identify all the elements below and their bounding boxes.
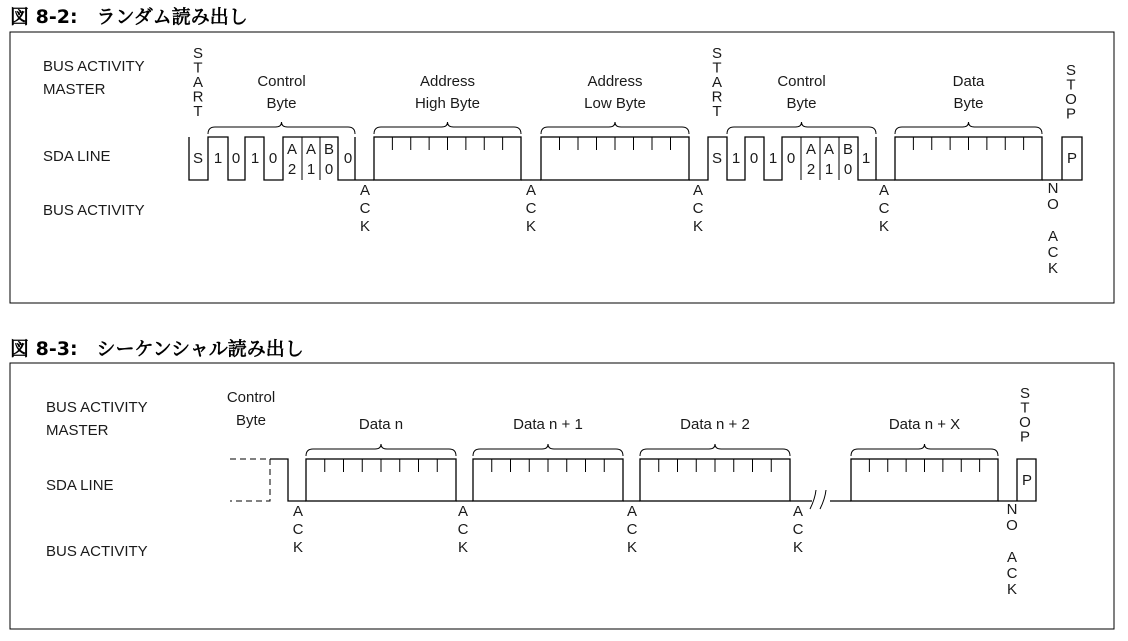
fig1-start-label-letter: T bbox=[193, 59, 203, 77]
fig1-control-bit: 0 bbox=[843, 161, 853, 178]
fig2-ack-label-letter: A bbox=[457, 503, 469, 520]
figure-8-2-frame bbox=[10, 32, 1114, 303]
fig1-control-bit: 2 bbox=[806, 161, 816, 178]
fig1-restart-marker: S bbox=[711, 150, 723, 167]
fig1-ack-label-letter: A bbox=[692, 182, 704, 199]
fig1-control-bit: 0 bbox=[786, 150, 796, 167]
fig1-stop-label-letter: S bbox=[1065, 62, 1077, 79]
fig1-control-bit: 0 bbox=[324, 161, 334, 178]
fig1-stop-label bbox=[1065, 62, 1077, 123]
fig1-label-master: MASTER bbox=[43, 81, 106, 98]
fig2-data-n bbox=[306, 459, 456, 501]
fig1-ack-label-letter: A bbox=[359, 182, 371, 199]
fig2-label-bus-activity-slave: BUS ACTIVITY bbox=[46, 543, 148, 560]
fig1-ack-label-letter: K bbox=[525, 218, 537, 235]
fig2-field-label: Data n + X bbox=[888, 416, 961, 433]
fig2-stop-label bbox=[1019, 385, 1031, 446]
fig2-data-n-plus-x bbox=[851, 459, 998, 501]
fig2-field-label: Byte bbox=[235, 412, 267, 429]
fig1-control-bit: A bbox=[305, 141, 317, 158]
fig2-ack-label-letter: A bbox=[626, 503, 638, 520]
fig2-ack-label-letter: K bbox=[626, 539, 638, 556]
fig1-ack-label-letter: K bbox=[692, 218, 704, 235]
fig2-ack-label-letter: A bbox=[792, 503, 804, 520]
fig2-data-n-plus-1 bbox=[473, 459, 623, 501]
fig1-ack-label-letter: A bbox=[525, 182, 537, 199]
fig1-no-ack-label bbox=[1047, 180, 1059, 277]
fig2-stop-label-letter: P bbox=[1019, 428, 1031, 446]
fig1-control-bit-rw: 1 bbox=[861, 150, 871, 167]
fig2-control-byte-dashed bbox=[230, 459, 270, 501]
fig1-control-bit: A bbox=[823, 141, 835, 158]
figure-8-3-title: 図 8-3: シーケンシャル読み出し bbox=[10, 338, 304, 360]
fig1-restart-label-letter: T bbox=[712, 59, 722, 77]
fig2-field-label: Data n bbox=[358, 416, 404, 433]
fig2-ack-label-letter: K bbox=[292, 539, 304, 556]
fig1-restart-label-letter: R bbox=[711, 88, 723, 106]
fig2-label-sda-line: SDA LINE bbox=[46, 477, 114, 494]
fig2-ack-label bbox=[458, 503, 469, 556]
fig1-ack-label-letter: C bbox=[878, 200, 890, 217]
fig1-ack-label-letter: K bbox=[878, 218, 890, 235]
fig1-label-bus-activity: BUS ACTIVITY bbox=[43, 58, 145, 75]
fig1-ack-label-letter: C bbox=[692, 200, 704, 217]
fig1-ack-label bbox=[526, 182, 537, 235]
fig2-ack-label bbox=[293, 503, 304, 556]
fig1-no-ack-letter: K bbox=[1047, 260, 1059, 277]
fig1-ack-label-letter: A bbox=[878, 182, 890, 199]
fig1-control-bit: 0 bbox=[749, 150, 759, 167]
fig1-field-label: Byte bbox=[786, 95, 817, 112]
fig1-control-bit: 1 bbox=[250, 150, 260, 167]
fig1-field-label: Byte bbox=[266, 95, 297, 112]
fig1-no-ack-letter: C bbox=[1047, 244, 1059, 261]
fig2-field-brace bbox=[473, 444, 623, 456]
fig2-no-ack-letter: K bbox=[1006, 581, 1018, 598]
fig1-stop-label-letter: O bbox=[1065, 91, 1077, 108]
fig2-ack-label-letter: A bbox=[292, 503, 304, 520]
fig1-control-bit: 1 bbox=[824, 161, 834, 178]
fig1-start-label-letter: T bbox=[193, 103, 203, 120]
fig2-field-label: Data n + 2 bbox=[680, 416, 750, 433]
fig1-field-label: Byte bbox=[953, 95, 984, 112]
fig1-ack-label bbox=[360, 182, 371, 235]
fig1-control-bit: 2 bbox=[287, 161, 297, 178]
fig1-control-bit: 1 bbox=[731, 150, 741, 167]
fig1-restart-label-letter: T bbox=[712, 103, 722, 120]
fig2-ack-label-letter: C bbox=[626, 521, 638, 538]
fig2-stop-label-letter: O bbox=[1019, 414, 1031, 431]
fig2-no-ack-letter: O bbox=[1006, 517, 1018, 534]
fig1-field-label: Address bbox=[587, 73, 643, 90]
fig1-stop-label-letter: T bbox=[1066, 76, 1076, 94]
fig2-field-brace bbox=[306, 444, 456, 456]
fig1-control-bit: A bbox=[805, 141, 817, 158]
fig1-label-bus-activity-slave: BUS ACTIVITY bbox=[43, 202, 145, 219]
fig2-label-bus-activity: BUS ACTIVITY bbox=[46, 399, 148, 416]
fig2-field-brace bbox=[851, 444, 998, 456]
fig1-field-brace bbox=[727, 122, 876, 134]
fig1-control-bit: 1 bbox=[213, 150, 223, 167]
fig2-no-ack-letter: N bbox=[1006, 501, 1018, 518]
fig1-sda-waveform bbox=[189, 137, 1082, 180]
fig1-field-brace bbox=[895, 122, 1042, 134]
fig2-ack-label-letter: K bbox=[457, 539, 469, 556]
fig1-address-high-byte bbox=[374, 137, 521, 180]
fig2-data-n-plus-2 bbox=[640, 459, 790, 501]
fig1-field-brace bbox=[374, 122, 521, 134]
fig2-stop-label-letter: T bbox=[1020, 399, 1030, 417]
fig2-stop-marker: P bbox=[1021, 472, 1033, 489]
fig1-start-label-letter: R bbox=[192, 88, 204, 106]
fig1-ack-label bbox=[879, 182, 890, 235]
fig1-label-sda-line: SDA LINE bbox=[43, 148, 111, 165]
fig1-start-label-letter: S bbox=[192, 45, 204, 62]
fig1-field-label: Low Byte bbox=[584, 95, 646, 112]
fig2-ack-label bbox=[627, 503, 638, 556]
fig2-label-master: MASTER bbox=[46, 422, 109, 439]
fig2-break-mark bbox=[810, 490, 826, 509]
fig1-ack-label-letter: C bbox=[359, 200, 371, 217]
fig1-field-label: Data bbox=[952, 73, 985, 90]
fig1-field-brace bbox=[208, 122, 355, 134]
fig1-start-label bbox=[193, 45, 204, 120]
fig1-control-bit: B bbox=[842, 141, 854, 158]
fig1-control-bit: B bbox=[323, 141, 335, 158]
fig1-control-bit: 1 bbox=[306, 161, 316, 178]
fig1-control-bit-rw: 0 bbox=[343, 150, 353, 167]
fig1-no-ack-letter: A bbox=[1047, 228, 1059, 245]
fig2-field-label: Data n + 1 bbox=[513, 416, 583, 433]
fig2-ack-label-letter: C bbox=[792, 521, 804, 538]
fig2-stop-label-letter: S bbox=[1019, 385, 1031, 402]
fig1-field-brace bbox=[541, 122, 689, 134]
fig2-no-ack-letter: C bbox=[1006, 565, 1018, 582]
fig1-field-label: High Byte bbox=[414, 95, 481, 112]
fig2-ack-label-letter: C bbox=[292, 521, 304, 538]
fig1-no-ack-letter: O bbox=[1047, 196, 1059, 213]
fig2-ack-label-letter: K bbox=[792, 539, 804, 556]
fig1-control-bit: 1 bbox=[768, 150, 778, 167]
fig2-no-ack-letter: A bbox=[1006, 549, 1018, 566]
fig1-field-label: Control bbox=[777, 73, 826, 90]
fig1-stop-marker: P bbox=[1066, 150, 1078, 167]
fig2-field-label: Control bbox=[226, 389, 276, 406]
fig1-control-bit: A bbox=[286, 141, 298, 158]
fig1-no-ack-letter: N bbox=[1047, 180, 1059, 197]
fig2-no-ack-label bbox=[1006, 501, 1018, 598]
fig1-ack-label-letter: C bbox=[525, 200, 537, 217]
fig1-start-label-letter: A bbox=[192, 74, 204, 91]
fig2-ack-label bbox=[793, 503, 804, 556]
figure-8-3-frame bbox=[10, 363, 1114, 629]
fig1-field-label: Address bbox=[419, 73, 476, 90]
fig1-restart-label-letter: S bbox=[711, 45, 723, 62]
fig2-sda-waveform bbox=[270, 459, 1036, 501]
fig1-address-low-byte bbox=[541, 137, 689, 180]
fig1-field-label: Control bbox=[257, 73, 306, 90]
fig2-ack-label-letter: C bbox=[457, 521, 469, 538]
fig1-stop-label-letter: P bbox=[1065, 105, 1077, 123]
fig1-control-bit: 0 bbox=[231, 150, 241, 167]
fig1-ack-label-letter: K bbox=[359, 218, 371, 235]
fig2-field-brace bbox=[640, 444, 790, 456]
fig1-restart-label bbox=[712, 45, 723, 120]
fig1-ack-label bbox=[693, 182, 704, 235]
fig1-restart-label-letter: A bbox=[711, 74, 723, 91]
fig1-control-bit: 0 bbox=[268, 150, 278, 167]
fig1-start-marker: S bbox=[192, 150, 204, 167]
fig1-data-byte bbox=[895, 137, 1042, 180]
figure-8-2-title: 図 8-2: ランダム読み出し bbox=[10, 6, 248, 28]
